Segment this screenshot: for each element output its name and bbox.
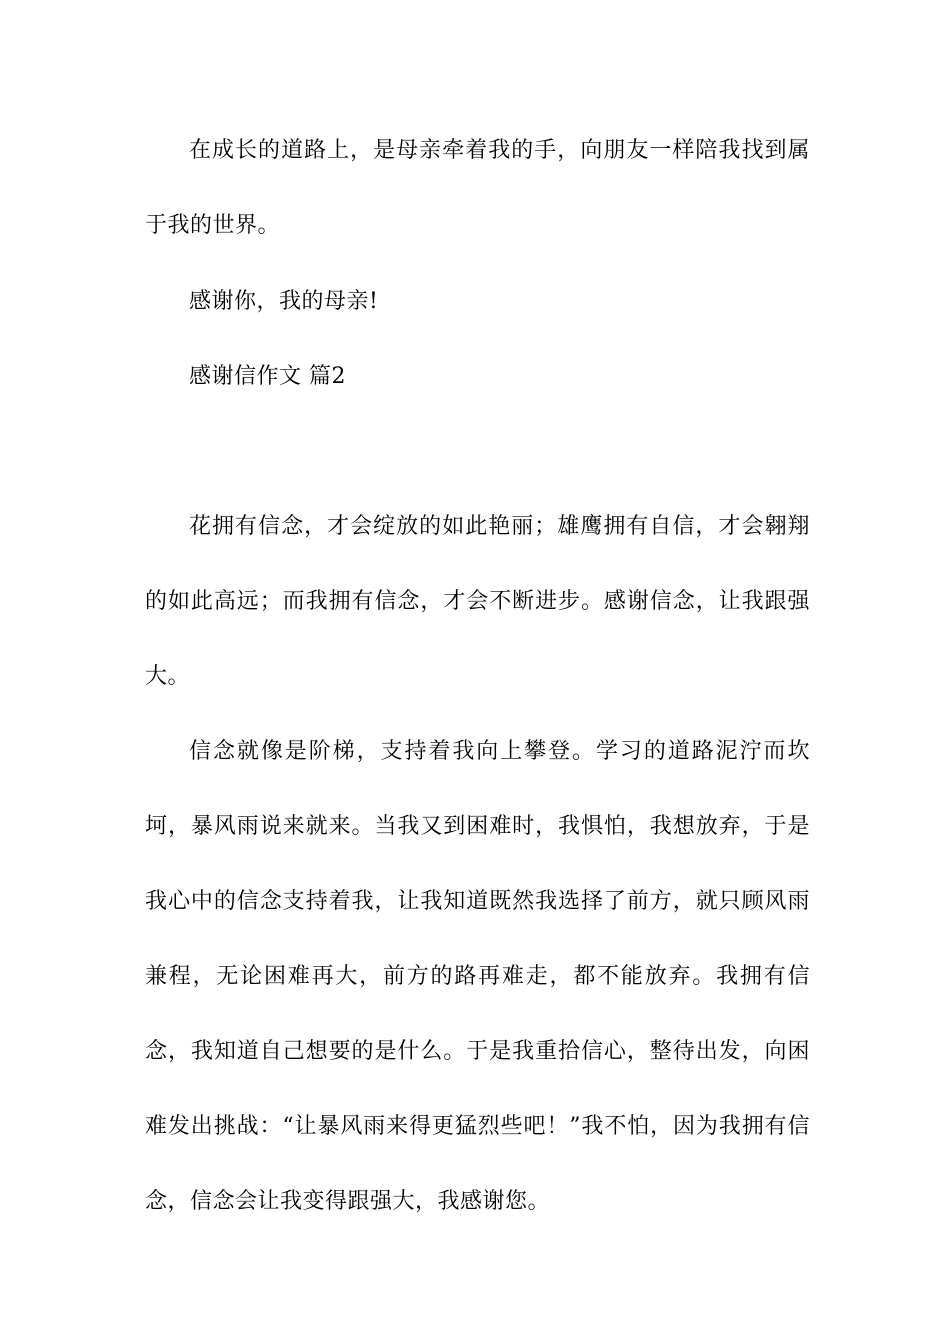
section-heading-essay-2: 感谢信作文 篇2 bbox=[189, 364, 346, 389]
paragraph-thanks-mother: 感谢你，我的母亲! bbox=[189, 289, 379, 314]
paragraph-belief-ladder: 信念就像是阶梯，支持着我向上攀登。学习的道路泥泞而坎坷，暴风雨说来就来。当我又到困难时，我惧怕，我想放弃，于是我心中的信念支持着我，让我知道既然我选择了前方，就只顾风雨兼程，无论困难再大，前方的路再难走，都不能放弃。我拥有信念，我知道自己想要的是什么。于是我重拾信心，整待出发，向困难发出挑战：“让暴风雨来得更猛烈些吧！”我不怕，因为我拥有信念，信念会让我变得跟强大，我感谢您。 bbox=[145, 739, 810, 1214]
paragraph-belief-intro: 花拥有信念，才会绽放的如此艳丽；雄鹰拥有自信，才会翱翔的如此高远；而我拥有信念，才会不断进步。感谢信念，让我跟强大。 bbox=[145, 514, 810, 689]
paragraph-mother-growth: 在成长的道路上，是母亲牵着我的手，向朋友一样陪我找到属于我的世界。 bbox=[145, 138, 810, 238]
